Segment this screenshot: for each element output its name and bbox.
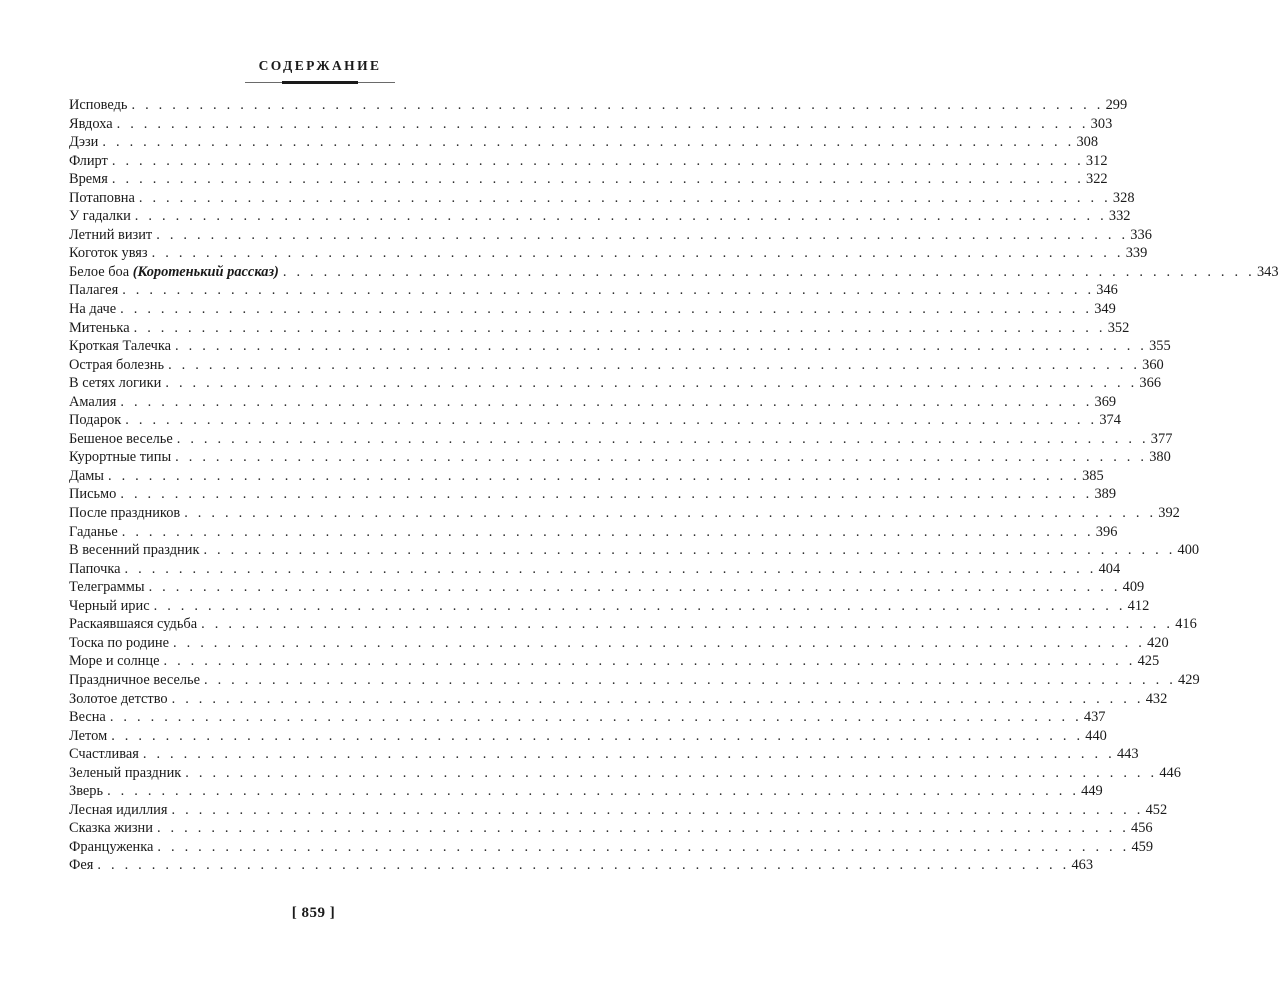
toc-entry-page: 420 [1147,634,1169,651]
toc-entry-page: 366 [1139,375,1162,392]
toc-entry-title [69,281,122,300]
toc-entry-page: 312 [1085,152,1108,169]
toc-entry-page: 377 [1150,430,1173,447]
page-number: [ 859 ] [291,905,336,921]
toc-entry [69,671,1200,690]
toc-entry-page: 452 [1145,801,1168,818]
toc-entry-title [69,764,185,783]
toc-entry-leader: . . . . . . . . . . . . . . . . . . . . . . . . . . . . . . . . . . . . . . . . . . . . . . . . . . . . . . . . . . . . . . . . . . . . . . . . [120,301,1093,318]
toc-entry [69,430,1173,449]
toc-entry-page: 360 [1142,356,1164,373]
toc-entry-page: 446 [1159,764,1181,781]
toc-entry-page: 308 [1076,134,1099,151]
toc-entry-leader: . . . . . . . . . . . . . . . . . . . . . . . . . . . . . . . . . . . . . . . . . . . . . . . . . . . . . . . . . . . . . . . . . . . . . . . . [163,653,1136,670]
toc-entry-title-text: Весна [69,709,106,726]
toc-entry-leader: . . . . . . . . . . . . . . . . . . . . . . . . . . . . . . . . . . . . . . . . . . . . . . . . . . . . . . . . . . . . . . . . . . . . . . . . [124,560,1097,577]
toc-entry-leader: . . . . . . . . . . . . . . . . . . . . . . . . . . . . . . . . . . . . . . . . . . . . . . . . . . . . . . . . . . . . . . . . . . . . . . . . [203,542,1176,559]
toc-entry-title [69,189,139,208]
toc-entry-title-text: Море и солнце [69,653,160,670]
toc-entry [69,727,1107,746]
toc-entry-leader: . . . . . . . . . . . . . . . . . . . . . . . . . . . . . . . . . . . . . . . . . . . . . . . . . . . . . . . . . . . . . . . . . . . . . . . . [142,746,1115,763]
toc-entry-page: 369 [1094,393,1117,410]
toc-entry-page: 374 [1099,412,1121,429]
toc-entry [69,560,1121,579]
toc-entry-title [69,745,143,764]
toc-entry-title [69,337,175,356]
toc-entry-subtitle: (Коротенький рассказ) [132,263,279,280]
toc-entry-leader: . . . . . . . . . . . . . . . . . . . . . . . . . . . . . . . . . . . . . . . . . . . . . . . . . . . . . . . . . . . . . . . . . . . . . . . . [201,616,1174,633]
toc-entry-title-text: Черный ирис [69,597,150,614]
toc-entry-leader: . . . . . . . . . . . . . . . . . . . . . . . . . . . . . . . . . . . . . . . . . . . . . . . . . . . . . . . . . . . . . . . . . . . . . . . . [176,430,1149,447]
toc-entry-page: 400 [1177,542,1200,559]
toc-entry-title [69,374,165,393]
toc-entry-title-text: Летом [69,727,108,744]
toc-entry-title [69,597,154,616]
toc-entry-leader: . . . . . . . . . . . . . . . . . . . . . . . . . . . . . . . . . . . . . . . . . . . . . . . . . . . . . . . . . . . . . . . . . . . . . . . . [120,393,1093,410]
toc-entry [69,244,1148,263]
toc-entry-title-text: В сетях логики [69,375,162,392]
toc-entry-leader: . . . . . . . . . . . . . . . . . . . . . . . . . . . . . . . . . . . . . . . . . . . . . . . . . . . . . . . . . . . . . . . . . . . . . . . . [171,690,1144,707]
toc-entry-leader: . . . . . . . . . . . . . . . . . . . . . . . . . . . . . . . . . . . . . . . . . . . . . . . . . . . . . . . . . . . . . . . . . . . . . . . . [125,412,1098,429]
toc-entry-leader: . . . . . . . . . . . . . . . . . . . . . . . . . . . . . . . . . . . . . . . . . . . . . . . . . . . . . . . . . . . . . . . . . . . . . . . . [97,857,1070,874]
toc-entry [69,189,1135,208]
toc-entry-page: 432 [1145,690,1168,707]
toc-entry-page: 336 [1130,226,1152,243]
toc-entry-page: 437 [1083,709,1106,726]
toc-entry-title [69,430,177,449]
toc-entry-title [69,856,97,875]
toc-entry [69,634,1169,653]
toc-entry-leader: . . . . . . . . . . . . . . . . . . . . . . . . . . . . . . . . . . . . . . . . . . . . . . . . . . . . . . . . . . . . . . . . . . . . . . . . [173,634,1146,651]
toc-entry-title-text: Зеленый праздник [69,764,182,781]
toc-entry-title-text: Явдоха [69,115,113,132]
toc-entry-page: 416 [1175,616,1197,633]
toc-entry-page: 352 [1107,319,1130,336]
toc-entry-page: 332 [1108,208,1131,225]
toc-entry-title [69,263,283,282]
toc-entry [69,393,1117,412]
toc-entry-title-text: Письмо [69,486,117,503]
toc-entry-page: 385 [1082,467,1104,484]
toc-entry-leader: . . . . . . . . . . . . . . . . . . . . . . . . . . . . . . . . . . . . . . . . . . . . . . . . . . . . . . . . . . . . . . . . . . . . . . . . [116,115,1089,132]
toc-entry-title [69,819,157,838]
toc-entry-title [69,838,157,857]
toc-entry-title-text: Флирт [69,152,108,169]
toc-entry-page: 355 [1149,338,1171,355]
toc-entry [69,708,1106,727]
toc-entry-title-text: Праздничное веселье [69,671,200,688]
toc-entry-leader: . . . . . . . . . . . . . . . . . . . . . . . . . . . . . . . . . . . . . . . . . . . . . . . . . . . . . . . . . . . . . . . . . . . . . . . . [165,375,1138,392]
toc-entry [69,337,1171,356]
toc-entry-title-text: На даче [69,301,117,318]
toc-entry-page: 322 [1086,171,1108,188]
toc-entry-title [69,300,120,319]
toc-entry-page: 392 [1158,505,1180,522]
toc-entry-page: 349 [1094,301,1116,318]
toc-entry [69,281,1118,300]
toc-entry-title-text: Телеграммы [69,579,145,596]
toc-entry-title-text: Палагея [69,282,119,299]
toc-entry-title [69,393,120,412]
toc-entry-page: 343 [1256,263,1279,280]
toc-entry-title-text: Исповедь [69,97,128,113]
toc-entry-title-text: Подарок [69,412,122,429]
toc-entry-title [69,523,122,542]
toc-entry [69,541,1200,560]
toc-entry-leader: . . . . . . . . . . . . . . . . . . . . . . . . . . . . . . . . . . . . . . . . . . . . . . . . . . . . . . . . . . . . . . . . . . . . . . . . [175,449,1148,466]
toc-entry-page: 396 [1095,523,1118,540]
toc-entry-leader: . . . . . . . . . . . . . . . . . . . . . . . . . . . . . . . . . . . . . . . . . . . . . . . . . . . . . . . . . . . . . . . . . . . . . . . . [120,486,1093,503]
toc-entry-title [69,170,112,189]
toc-entry [69,504,1180,523]
header-rule-thick [282,81,358,84]
toc-entry-title-text: Бешеное веселье [69,430,173,447]
toc-entry-title [69,411,125,430]
toc-entry-leader: . . . . . . . . . . . . . . . . . . . . . . . . . . . . . . . . . . . . . . . . . . . . . . . . . . . . . . . . . . . . . . . . . . . . . . . . [148,579,1121,596]
toc-entry-page: 409 [1122,579,1145,596]
toc-entry-title [69,356,168,375]
toc-entry-leader: . . . . . . . . . . . . . . . . . . . . . . . . . . . . . . . . . . . . . . . . . . . . . . . . . . . . . . . . . . . . . . . . . . . . . . . . [107,783,1080,800]
toc-entry-title [69,578,149,597]
toc-entry [69,485,1117,504]
toc-entry-title-text: Сказка жизни [69,820,153,837]
toc-entry-leader: . . . . . . . . . . . . . . . . . . . . . . . . . . . . . . . . . . . . . . . . . . . . . . . . . . . . . . . . . . . . . . . . . . . . . . . . [131,97,1104,113]
toc-entry-title [69,541,203,560]
toc-entry [69,300,1116,319]
table-of-contents [69,96,1279,875]
toc-entry-title [69,801,172,820]
toc-entry-page: 429 [1178,671,1200,688]
toc-entry-title-text: Курортные типы [69,449,172,466]
toc-entry-leader: . . . . . . . . . . . . . . . . . . . . . . . . . . . . . . . . . . . . . . . . . . . . . . . . . . . . . . . . . . . . . . . . . . . . . . . . [156,820,1130,837]
toc-entry-page: 339 [1125,245,1148,262]
toc-entry-title [69,634,173,653]
toc-entry [69,782,1103,801]
toc-entry-page: 463 [1071,857,1094,874]
toc-entry-title-text: Летний визит [69,226,153,243]
toc-entry-leader: . . . . . . . . . . . . . . . . . . . . . . . . . . . . . . . . . . . . . . . . . . . . . . . . . . . . . . . . . . . . . . . . . . . . . . . . [282,263,1255,280]
toc-entry-title [69,782,107,801]
toc-entry-leader: . . . . . . . . . . . . . . . . . . . . . . . . . . . . . . . . . . . . . . . . . . . . . . . . . . . . . . . . . . . . . . . . . . . . . . . . [156,226,1129,243]
page-title: СОДЕРЖАНИЕ [258,58,382,73]
toc-entry-title-text: Лесная идиллия [69,801,168,818]
toc-entry-title-text: Счастливая [69,746,139,763]
toc-entry [69,764,1181,783]
toc-entry-title [69,133,102,152]
toc-entry-leader: . . . . . . . . . . . . . . . . . . . . . . . . . . . . . . . . . . . . . . . . . . . . . . . . . . . . . . . . . . . . . . . . . . . . . . . . [168,356,1141,373]
toc-entry [69,856,1094,875]
toc-entry-page: 389 [1094,486,1117,503]
toc-entry-leader: . . . . . . . . . . . . . . . . . . . . . . . . . . . . . . . . . . . . . . . . . . . . . . . . . . . . . . . . . . . . . . . . . . . . . . . . [102,134,1075,151]
toc-entry-title-text: Тоска по родине [69,634,169,651]
toc-entry-title-text: Острая болезнь [69,356,165,373]
toc-entry-title [69,560,125,579]
toc-entry-title-text: Дэзи [69,134,99,151]
toc-entry-title [69,96,131,115]
toc-entry [69,578,1145,597]
toc-entry-title-text: Коготок увяз [69,245,148,262]
toc-entry-leader: . . . . . . . . . . . . . . . . . . . . . . . . . . . . . . . . . . . . . . . . . . . . . . . . . . . . . . . . . . . . . . . . . . . . . . . . [111,727,1084,744]
toc-entry-title-text: После праздников [69,505,181,522]
toc-entry-leader: . . . . . . . . . . . . . . . . . . . . . . . . . . . . . . . . . . . . . . . . . . . . . . . . . . . . . . . . . . . . . . . . . . . . . . . . [133,319,1106,336]
toc-entry [69,597,1150,616]
toc-entry [69,96,1128,115]
toc-entry-title [69,319,134,338]
toc-entry-leader: . . . . . . . . . . . . . . . . . . . . . . . . . . . . . . . . . . . . . . . . . . . . . . . . . . . . . . . . . . . . . . . . . . . . . . . . [153,597,1126,614]
toc-entry-title-text: Зверь [69,783,104,800]
toc-entry-page: 443 [1116,746,1139,763]
toc-entry [69,152,1108,171]
toc-entry-page: 425 [1137,653,1160,670]
toc-entry-title-text: Белое боа [69,263,130,280]
toc-entry-title [69,708,110,727]
toc-entry-page: 303 [1090,115,1113,132]
toc-entry-title-text: Гаданье [69,523,118,540]
toc-entry [69,745,1139,764]
toc-entry [69,652,1160,671]
toc-entry [69,207,1131,226]
toc-entry [69,838,1154,857]
toc-entry-leader: . . . . . . . . . . . . . . . . . . . . . . . . . . . . . . . . . . . . . . . . . . . . . . . . . . . . . . . . . . . . . . . . . . . . . . . . [109,709,1082,726]
toc-entry-page: 449 [1081,783,1103,800]
toc-entry-title-text: Папочка [69,560,121,577]
toc-entry-title [69,671,204,690]
toc-entry-title [69,652,163,671]
toc-entry-title-text: В весенний праздник [69,542,200,559]
toc-entry-page: 346 [1096,282,1118,299]
toc-entry-title-text: Митенька [69,319,130,336]
toc-entry [69,133,1099,152]
toc-entry-leader: . . . . . . . . . . . . . . . . . . . . . . . . . . . . . . . . . . . . . . . . . . . . . . . . . . . . . . . . . . . . . . . . . . . . . . . . [122,282,1095,299]
toc-entry-title [69,485,120,504]
toc-entry-page: 456 [1131,820,1153,837]
toc-entry-leader: . . . . . . . . . . . . . . . . . . . . . . . . . . . . . . . . . . . . . . . . . . . . . . . . . . . . . . . . . . . . . . . . . . . . . . . . [121,523,1094,540]
toc-entry-title [69,727,111,746]
toc-entry-page: 440 [1085,727,1107,744]
toc-entry-title-text: Француженка [69,838,154,855]
toc-entry [69,819,1153,838]
toc-entry-title [69,244,152,263]
toc-entry-title [69,115,117,134]
toc-entry-leader: . . . . . . . . . . . . . . . . . . . . . . . . . . . . . . . . . . . . . . . . . . . . . . . . . . . . . . . . . . . . . . . . . . . . . . . . [184,505,1157,522]
toc-entry [69,448,1171,467]
toc-entry-leader: . . . . . . . . . . . . . . . . . . . . . . . . . . . . . . . . . . . . . . . . . . . . . . . . . . . . . . . . . . . . . . . . . . . . . . . . [151,245,1124,262]
toc-entry [69,319,1130,338]
toc-entry-title-text: Дамы [69,467,104,484]
toc-entry [69,374,1162,393]
toc-entry-page: 328 [1112,189,1135,206]
toc-entry [69,411,1121,430]
toc-entry-leader: . . . . . . . . . . . . . . . . . . . . . . . . . . . . . . . . . . . . . . . . . . . . . . . . . . . . . . . . . . . . . . . . . . . . . . . . [107,467,1081,484]
toc-entry-title-text: Потаповна [69,189,135,206]
toc-entry-leader: . . . . . . . . . . . . . . . . . . . . . . . . . . . . . . . . . . . . . . . . . . . . . . . . . . . . . . . . . . . . . . . . . . . . . . . . [171,801,1144,818]
toc-entry [69,801,1168,820]
toc-entry-leader: . . . . . . . . . . . . . . . . . . . . . . . . . . . . . . . . . . . . . . . . . . . . . . . . . . . . . . . . . . . . . . . . . . . . . . . . [185,764,1158,781]
toc-entry [69,226,1152,245]
toc-entry-title-text: Раскаявшаяся судьба [69,616,198,633]
toc-entry-page: 412 [1127,597,1150,614]
toc-entry-title-text: Амалия [69,393,117,410]
toc-entry [69,115,1113,134]
toc-entry-title-text: Время [69,171,108,188]
toc-entry-title [69,448,175,467]
toc-entry-leader: . . . . . . . . . . . . . . . . . . . . . . . . . . . . . . . . . . . . . . . . . . . . . . . . . . . . . . . . . . . . . . . . . . . . . . . . [134,208,1107,225]
toc-entry-page: 299 [1105,97,1128,113]
toc-entry-title-text: Золотое детство [69,690,168,707]
toc-entry-leader: . . . . . . . . . . . . . . . . . . . . . . . . . . . . . . . . . . . . . . . . . . . . . . . . . . . . . . . . . . . . . . . . . . . . . . . . [203,671,1177,688]
toc-entry-title-text: У гадалки [69,208,131,225]
toc-entry-title-text: Фея [69,857,94,874]
toc-entry-leader: . . . . . . . . . . . . . . . . . . . . . . . . . . . . . . . . . . . . . . . . . . . . . . . . . . . . . . . . . . . . . . . . . . . . . . . . [138,189,1111,206]
header-rule [245,81,395,84]
toc-entry-title [69,467,108,486]
toc-entry [69,690,1168,709]
toc-header [0,58,640,74]
toc-entry [69,170,1108,189]
toc-entry-page: 459 [1131,838,1154,855]
toc-entry-page: 404 [1098,560,1121,577]
toc-entry-title-text: Кроткая Талечка [69,338,172,355]
toc-entry-leader: . . . . . . . . . . . . . . . . . . . . . . . . . . . . . . . . . . . . . . . . . . . . . . . . . . . . . . . . . . . . . . . . . . . . . . . . [175,338,1148,355]
toc-entry-title [69,152,112,171]
toc-entry-title [69,615,201,634]
toc-entry [69,523,1118,542]
toc-entry-title [69,226,156,245]
toc-entry-page: 380 [1149,449,1171,466]
toc-entry [69,467,1104,486]
toc-entry-title [69,504,184,523]
toc-entry [69,615,1197,634]
toc-entry-title [69,690,172,709]
toc-entry-leader: . . . . . . . . . . . . . . . . . . . . . . . . . . . . . . . . . . . . . . . . . . . . . . . . . . . . . . . . . . . . . . . . . . . . . . . . [111,171,1084,188]
toc-entry-title [69,207,135,226]
toc-entry [69,356,1164,375]
toc-entry [69,263,1279,282]
toc-entry-leader: . . . . . . . . . . . . . . . . . . . . . . . . . . . . . . . . . . . . . . . . . . . . . . . . . . . . . . . . . . . . . . . . . . . . . . . . [111,152,1084,169]
toc-entry-leader: . . . . . . . . . . . . . . . . . . . . . . . . . . . . . . . . . . . . . . . . . . . . . . . . . . . . . . . . . . . . . . . . . . . . . . . . [157,838,1130,855]
